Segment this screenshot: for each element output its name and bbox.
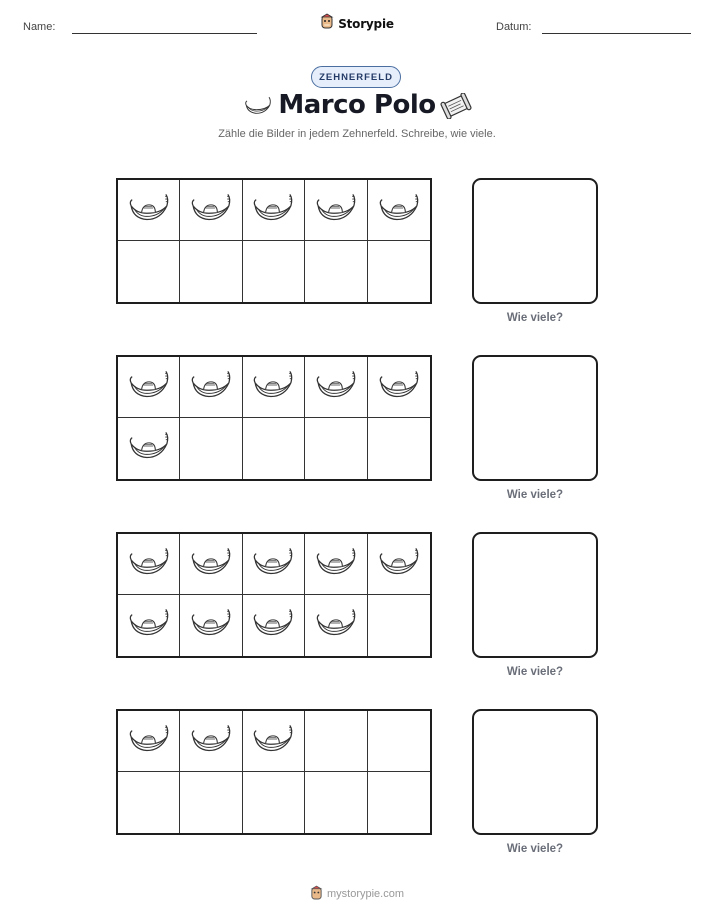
- name-label: Name:: [23, 21, 56, 33]
- answer-box[interactable]: [472, 178, 598, 304]
- question-label: Wie viele?: [506, 312, 564, 324]
- ten-frame-cell: [180, 180, 242, 241]
- gondola-icon: [128, 607, 170, 644]
- gondola-icon: [315, 192, 357, 229]
- gondola-icon: [378, 546, 420, 583]
- brand-logo: [0, 13, 714, 34]
- ten-frame-cell: [243, 711, 305, 772]
- gondola-icon: [252, 369, 294, 406]
- gondola-icon: [378, 192, 420, 229]
- scroll-map-icon: [440, 93, 472, 124]
- ten-frame-cell: [118, 418, 180, 479]
- ten-frame-cell: [180, 418, 242, 479]
- gondola-icon: [128, 430, 170, 467]
- ten-frame-cell: [368, 418, 430, 479]
- gondola-icon: [315, 607, 357, 644]
- footer-link[interactable]: mystorypie.com: [326, 888, 405, 900]
- gondola-icon: [190, 192, 232, 229]
- brand-name: Storypie: [338, 16, 394, 31]
- gondola-icon: [252, 607, 294, 644]
- ten-frame-cell: [368, 534, 430, 595]
- gondola-icon: [315, 369, 357, 406]
- ten-frame-cell: [118, 180, 180, 241]
- ten-frame-cell: [118, 357, 180, 418]
- date-label: Datum:: [496, 21, 532, 33]
- gondola-icon: [252, 192, 294, 229]
- answer-box[interactable]: [472, 532, 598, 658]
- question-label: Wie viele?: [506, 666, 564, 678]
- ten-frame-cell: [243, 595, 305, 656]
- instructions: Zähle die Bilder in jedem Zehnerfeld. Schreibe, wie viele.: [218, 128, 496, 140]
- ten-frame-cell: [118, 711, 180, 772]
- ten-frame-cell: [243, 180, 305, 241]
- answer-box[interactable]: [472, 355, 598, 481]
- ten-frame-cell: [243, 418, 305, 479]
- ten-frame-cell: [243, 241, 305, 302]
- ten-frame: [116, 709, 432, 835]
- ten-frame-cell: [180, 241, 242, 302]
- ten-frame-cell: [368, 772, 430, 833]
- ten-frame-cell: [180, 595, 242, 656]
- storypie-mascot-icon: [310, 885, 323, 903]
- gondola-icon: [190, 723, 232, 760]
- ten-frame-cell: [305, 418, 367, 479]
- ten-frame-cell: [305, 711, 367, 772]
- ten-frame-cell: [180, 357, 242, 418]
- ten-frame-cell: [305, 534, 367, 595]
- worksheet-type-badge: ZEHNERFELD: [311, 66, 401, 88]
- ten-frame: [116, 355, 432, 481]
- ten-frame: [116, 178, 432, 304]
- ten-frame-cell: [305, 772, 367, 833]
- ten-frame-cell: [305, 241, 367, 302]
- ten-frame-cell: [305, 595, 367, 656]
- gondola-icon: [378, 369, 420, 406]
- ten-frame-cell: [243, 772, 305, 833]
- gondola-icon: [190, 546, 232, 583]
- gondola-icon: [252, 546, 294, 583]
- gondola-icon: [190, 607, 232, 644]
- ten-frame-cell: [180, 534, 242, 595]
- gondola-icon: [128, 369, 170, 406]
- footer: [0, 885, 714, 903]
- ten-frame-cell: [368, 711, 430, 772]
- ten-frame-cell: [118, 595, 180, 656]
- ten-frame: [116, 532, 432, 658]
- ten-frame-cell: [118, 534, 180, 595]
- gondola-icon: [252, 723, 294, 760]
- question-label: Wie viele?: [506, 843, 564, 855]
- ten-frame-cell: [368, 180, 430, 241]
- answer-box[interactable]: [472, 709, 598, 835]
- ten-frame-cell: [180, 772, 242, 833]
- ten-frame-cell: [118, 772, 180, 833]
- gondola-icon: [128, 546, 170, 583]
- ten-frame-cell: [305, 357, 367, 418]
- gondola-icon: [190, 369, 232, 406]
- ten-frame-cell: [305, 180, 367, 241]
- ten-frame-cell: [368, 595, 430, 656]
- ten-frame-cell: [243, 534, 305, 595]
- question-label: Wie viele?: [506, 489, 564, 501]
- ten-frame-cell: [118, 241, 180, 302]
- page-title: Marco Polo: [278, 90, 436, 120]
- gondola-icon: [315, 546, 357, 583]
- ten-frame-cell: [180, 711, 242, 772]
- storypie-mascot-icon: [320, 13, 334, 34]
- ten-frame-cell: [368, 357, 430, 418]
- gondola-icon: [128, 192, 170, 229]
- gondola-icon: [128, 723, 170, 760]
- ten-frame-cell: [243, 357, 305, 418]
- ten-frame-cell: [368, 241, 430, 302]
